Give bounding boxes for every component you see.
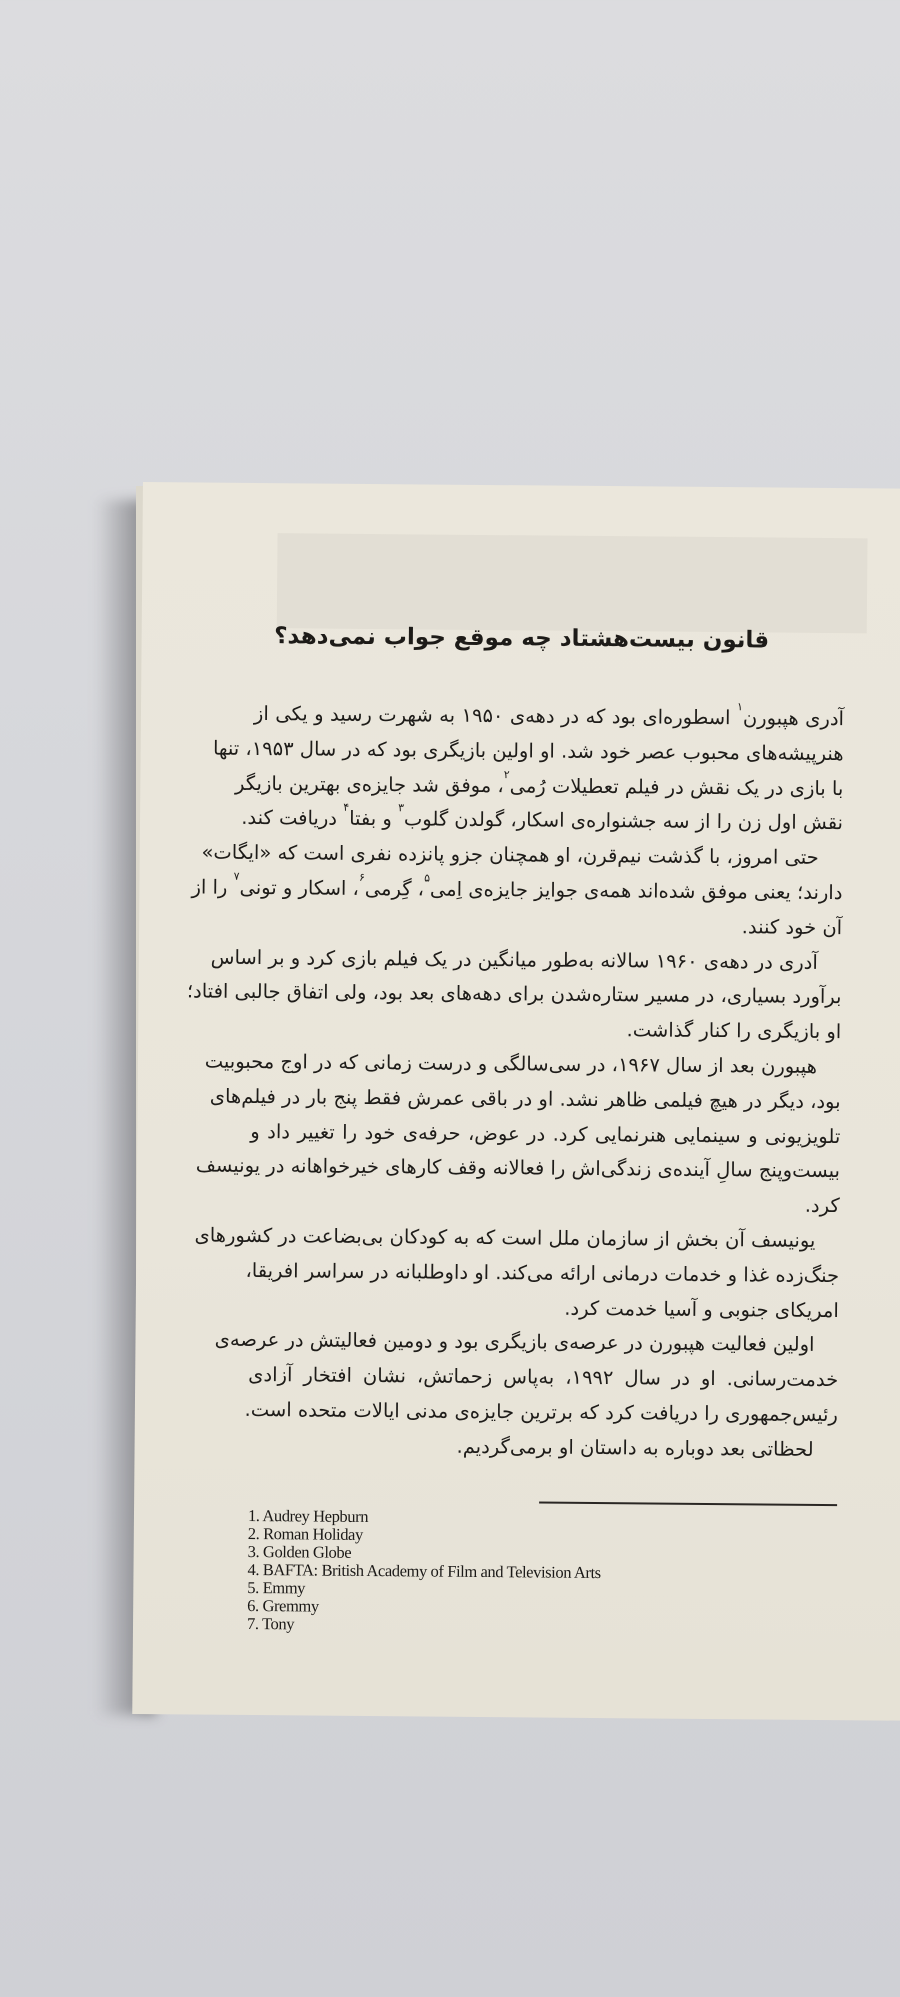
footnote-marker: ۳ xyxy=(398,801,405,815)
text-segment: و بفتا xyxy=(349,807,399,831)
paragraph-line xyxy=(210,941,842,981)
footnote-marker: ۷ xyxy=(233,869,240,883)
footnote-marker: ۱ xyxy=(737,700,744,714)
text-segment: بود، دیگر در هیچ فیلمی ظاهر نشد. او در باقی عمرش فقط پنج بار در فیلم‌های xyxy=(209,1084,841,1113)
text-segment: اولین فعالیت هپبورن در عرصه‌ی بازیگری بود و دومین فعالیتش در عرصه‌ی xyxy=(214,1328,815,1357)
text-segment: با بازی در یک نقش در فیلم تعطیلات رُمی xyxy=(509,773,844,800)
text-segment: بیست‌وپنج سالِ آینده‌ی زندگی‌اش را فعالانه وقف کارهای خیرخواهانه در یونیسف xyxy=(195,1153,841,1183)
paragraph-line xyxy=(244,1393,838,1433)
text-segment: دارند؛ یعنی موفق شده‌اند همه‌ی جوایز جایزه‌ی اِمی xyxy=(429,877,843,905)
paragraph-line xyxy=(251,1010,841,1050)
footnote-item: 4. BAFTA: British Academy of Film and Television Arts xyxy=(247,1559,601,1583)
text-segment: ، موفق شد جایزه‌ی بهترین بازیگر xyxy=(234,771,504,797)
text-segment: نقش اول زن را از سه جشنواره‌ی اسکار، گولدن گلوب xyxy=(403,807,844,835)
text-segment: تلویزیونی و سینمایی هنرنمایی کرد. در عوض، حرفه‌ی خود را تغییر داد و xyxy=(250,1119,841,1148)
paragraph-line xyxy=(252,906,842,946)
footnote-item: 7. Tony xyxy=(246,1613,295,1634)
text-segment: دریافت کند. xyxy=(241,806,344,831)
body-text xyxy=(186,697,845,1468)
text-segment: هپبورن بعد از سال ۱۹۶۷، در سی‌سالگی و درست زمانی که در اوج محبوبیت xyxy=(204,1049,818,1078)
text-segment: آن خود کنند. xyxy=(741,915,843,939)
text-segment: امریکای جنوبی و آسیا خدمت کرد. xyxy=(564,1296,839,1322)
text-segment: را از xyxy=(191,875,234,899)
paragraph-line xyxy=(254,697,844,737)
footnotes xyxy=(247,1507,601,1636)
text-segment: حتی امروز، با گذشت نیم‌قرن، او همچنان جزو پانزده نفری است که «ایگات» xyxy=(201,840,819,870)
footnote-marker: ۴ xyxy=(343,801,350,815)
text-segment: لحظاتی بعد دوباره به داستان او برمی‌گردیم. xyxy=(456,1434,814,1461)
footnote-item: 2. Roman Holiday xyxy=(247,1523,363,1544)
paragraph-line xyxy=(201,836,843,876)
book-page xyxy=(132,482,900,1721)
footnote-item: 5. Emmy xyxy=(247,1577,306,1598)
text-segment: رئیس‌جمهوری را دریافت کرد که برترین جایزه‌ی مدنی ایالات متحده است. xyxy=(244,1397,838,1427)
paragraph-line xyxy=(186,975,842,1015)
chapter-title: قانون بیست‌هشتاد چه موقع جواب نمی‌دهد؟ xyxy=(274,623,770,654)
paragraph-line xyxy=(194,1219,839,1259)
paragraph-line xyxy=(249,1289,839,1329)
footnote-marker: ۵ xyxy=(424,871,431,885)
paragraph-line xyxy=(248,1358,838,1398)
text-segment: کرد. xyxy=(804,1193,840,1218)
paragraph-line xyxy=(245,1254,840,1294)
text-segment: آدری در دهه‌ی ۱۹۶۰ سالانه به‌طور میانگین در یک فیلم بازی کرد و بر اساس xyxy=(210,945,818,974)
text-segment: ، اسکار و تونی xyxy=(239,875,359,900)
paragraph-line xyxy=(212,732,844,772)
footnote-item: 6. Gremmy xyxy=(247,1595,319,1616)
text-segment: برآورد بسیاری، در مسیر ستاره‌شدن برای دهه‌های بعد بود، ولی اتفاق جالبی افتاد؛ xyxy=(186,979,842,1009)
text-segment: جنگ‌زده غذا و خدمات درمانی ارائه می‌کند. او داوطلبانه در سراسر افریقا، xyxy=(245,1258,840,1287)
paragraph-line xyxy=(250,1184,840,1224)
paragraph-line xyxy=(250,1115,840,1155)
paragraph-line xyxy=(214,1323,838,1363)
footnote-item: 1. Audrey Hepburn xyxy=(247,1505,369,1527)
footnote-item: 3. Golden Globe xyxy=(247,1541,352,1562)
text-segment: خدمت‌رسانی. او در سال ۱۹۹۲، به‌پاس زحماتش، نشان افتخار آزادی xyxy=(248,1363,839,1392)
paragraph-line xyxy=(204,1045,841,1085)
text-segment: یونیسف آن بخش از سازمان ملل است که به کودکان بی‌بضاعت در کشورهای xyxy=(194,1223,816,1252)
paragraph-line xyxy=(195,1149,841,1189)
text-segment: هنرپیشه‌های محبوب عصر خود شد. او اولین بازیگری بود که در سال ۱۹۵۳، تنها xyxy=(212,736,844,765)
text-segment: او بازیگری را کنار گذاشت. xyxy=(626,1018,842,1044)
text-segment: اسطوره‌ای بود که در دهه‌ی ۱۹۵۰ به شهرت رسید و یکی از xyxy=(253,701,738,730)
text-segment: آدری هپبورن xyxy=(742,706,845,731)
text-segment: ، گِرمی xyxy=(364,876,425,901)
paragraph-line xyxy=(247,1428,837,1468)
show-through-ghost xyxy=(277,533,868,633)
footnote-divider xyxy=(539,1501,837,1506)
paragraph-line xyxy=(191,869,843,911)
footnote-marker: ۶ xyxy=(358,870,365,884)
footnote-marker: ۲ xyxy=(503,767,510,781)
paragraph-line xyxy=(209,1080,841,1120)
paragraph-line xyxy=(234,767,844,807)
paragraph-line xyxy=(241,801,844,841)
